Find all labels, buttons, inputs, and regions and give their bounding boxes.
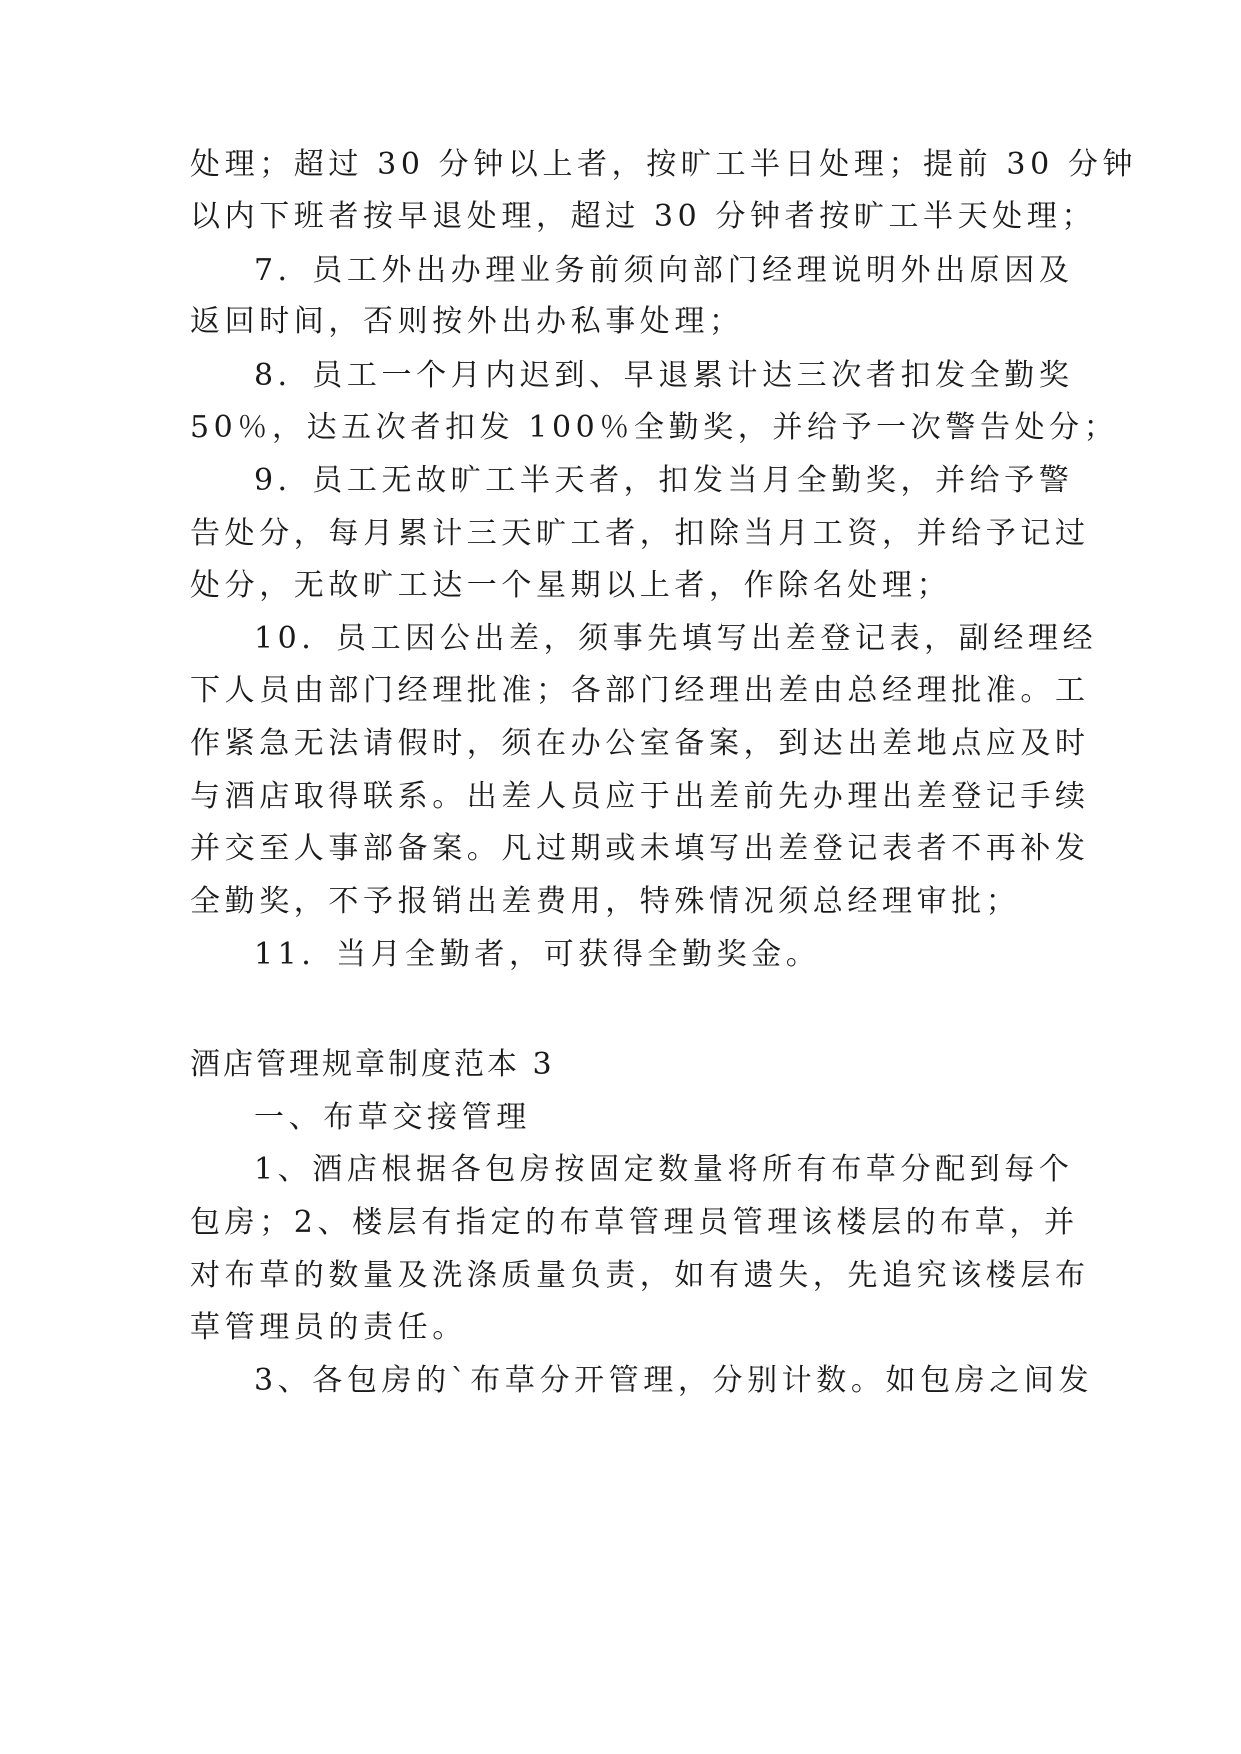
paragraph-line: 1、酒店根据各包房按固定数量将所有布草分配到每个 (254, 1152, 1074, 1187)
paragraph-line: 9．员工无故旷工半天者，扣发当月全勤奖，并给予警 (254, 463, 1074, 498)
paragraph-line: 8．员工一个月内迟到、早退累计达三次者扣发全勤奖 (254, 358, 1074, 393)
paragraph-line: 11．当月全勤者，可获得全勤奖金。 (254, 937, 821, 972)
paragraph-line: 下人员由部门经理批准；各部门经理出差由总经理批准。工 (190, 673, 1090, 708)
section-heading: 一、布草交接管理 (254, 1100, 531, 1135)
paragraph-line: 对布草的数量及洗涤质量负责，如有遗失，先追究该楼层布 (190, 1258, 1090, 1293)
paragraph-line: 全勤奖，不予报销出差费用，特殊情况须总经理审批； (190, 884, 1021, 919)
paragraph-line: 50％，达五次者扣发 100％全勤奖，并给予一次警告处分； (190, 410, 1119, 445)
paragraph-line: 告处分，每月累计三天旷工者，扣除当月工资，并给予记过 (190, 516, 1090, 551)
paragraph-line: 3、各包房的`布草分开管理，分别计数。如包房之间发 (254, 1363, 1094, 1398)
paragraph-line: 10．员工因公出差，须事先填写出差登记表，副经理经 (254, 621, 1098, 656)
paragraph-line: 返回时间，否则按外出办私事处理； (190, 304, 744, 339)
paragraph-line: 与酒店取得联系。出差人员应于出差前先办理出差登记手续 (190, 779, 1090, 814)
paragraph-line: 7．员工外出办理业务前须向部门经理说明外出原因及 (254, 253, 1074, 288)
paragraph-line: 包房；2、楼层有指定的布草管理员管理该楼层的布草，并 (190, 1205, 1079, 1240)
paragraph-line: 处理；超过 30 分钟以上者，按旷工半日处理；提前 30 分钟 (190, 147, 1138, 182)
paragraph-line: 以内下班者按早退处理，超过 30 分钟者按旷工半天处理； (190, 199, 1097, 234)
paragraph-line: 处分，无故旷工达一个星期以上者，作除名处理； (190, 568, 952, 603)
section-title: 酒店管理规章制度范本 3 (190, 1047, 555, 1082)
paragraph-line: 草管理员的责任。 (190, 1310, 467, 1345)
paragraph-line: 作紧急无法请假时，须在办公室备案，到达出差地点应及时 (190, 726, 1090, 761)
paragraph-line: 并交至人事部备案。凡过期或未填写出差登记表者不再补发 (190, 831, 1090, 866)
